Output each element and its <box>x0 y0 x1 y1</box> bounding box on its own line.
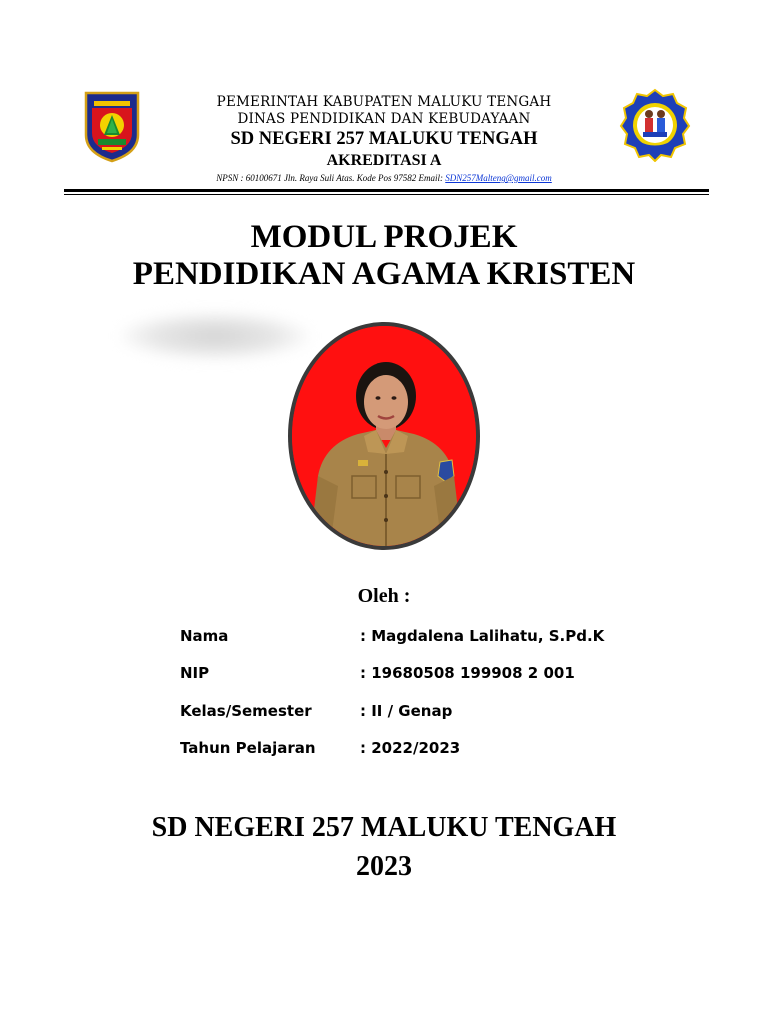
letterhead-rule-thick <box>64 189 709 192</box>
government-line: PEMERINTAH KABUPATEN MALUKU TENGAH <box>216 94 552 110</box>
class-semester-label: Kelas/Semester <box>180 702 312 720</box>
nip-label: NIP <box>180 664 210 682</box>
address-line <box>0 173 768 183</box>
by-label: Oleh : <box>357 585 411 607</box>
name-value: : Magdalena Lalihatu, S.Pd.K <box>360 627 605 645</box>
academic-year-value: : 2022/2023 <box>360 739 461 757</box>
document-title-line-2: PENDIDIKAN AGAMA KRISTEN <box>132 256 636 292</box>
author-photo-frame <box>288 322 480 550</box>
academic-year-label: Tahun Pelajaran <box>180 739 316 757</box>
class-semester-value: : II / Genap <box>360 702 453 720</box>
email-link[interactable]: SDN257Malteng@gmail.com <box>445 173 552 183</box>
name-label: Nama <box>180 627 229 645</box>
address-text: NPSN : 60100671 Jln. Raya Suli Atas. Kode Pos 97582 Email: <box>216 173 446 183</box>
author-photo <box>292 326 476 546</box>
letterhead-rule-thin <box>64 194 709 195</box>
document-title-line-1: MODUL PROJEK <box>250 219 518 255</box>
accreditation-line: AKREDITASI A <box>326 152 442 169</box>
blurred-smudge <box>120 312 310 360</box>
department-line: DINAS PENDIDIKAN DAN KEBUDAYAAN <box>237 111 531 127</box>
school-name-heading: SD NEGERI 257 MALUKU TENGAH <box>230 129 538 149</box>
footer-school-name: SD NEGERI 257 MALUKU TENGAH <box>151 812 617 843</box>
footer-year: 2023 <box>356 851 412 882</box>
nip-value: : 19680508 199908 2 001 <box>360 664 575 682</box>
